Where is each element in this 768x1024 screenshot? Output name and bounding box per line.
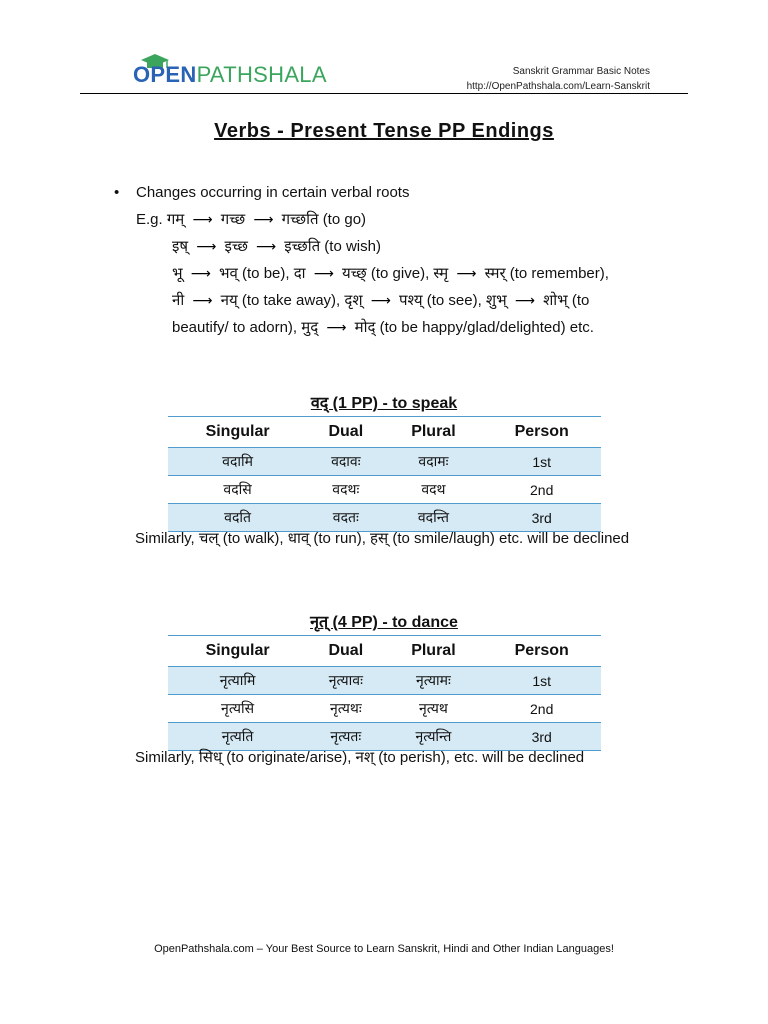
arrow-icon: ⟶ (253, 211, 274, 227)
col-header: Dual (307, 636, 384, 667)
similarly-note-2: Similarly, सिध् (to originate/arise), नश् (to perish), etc. will be declined (135, 749, 585, 766)
example-text: शोभ् (to (543, 292, 590, 309)
col-header: Person (482, 636, 601, 667)
example-text: यच्छ् (to give), स्मृ (341, 265, 449, 282)
doc-label: Sanskrit Grammar Basic Notes (512, 66, 650, 77)
conjugation-table-vad (168, 416, 601, 532)
eg-label: E.g. (136, 211, 163, 228)
similarly-note-1: Similarly, चल् (to walk), धाव् (to run), हस् (to smile/laugh) etc. will be declined (135, 530, 630, 547)
arrow-icon: ⟶ (192, 292, 213, 308)
root-text: नी (172, 292, 185, 309)
arrow-icon: ⟶ (192, 211, 213, 227)
cell: 3rd (482, 504, 601, 532)
cell: नृत्यथ (384, 695, 482, 723)
arrow-icon: ⟶ (514, 292, 535, 308)
bullet-icon: • (114, 184, 120, 201)
col-header: Person (482, 417, 601, 448)
cell: वदन्ति (384, 504, 482, 532)
example-text: मोद् (to be happy/glad/delighted) etc. (354, 319, 594, 336)
page-footer: OpenPathshala.com – Your Best Source to Learn Sanskrit, Hindi and Other Indian Languages! (154, 943, 614, 955)
example-line-3 (114, 260, 694, 287)
cell: 1st (482, 667, 601, 695)
cell: 2nd (482, 476, 601, 504)
bullet-intro (114, 180, 694, 206)
example-line-1 (114, 206, 694, 233)
cell: वदावः (307, 448, 384, 476)
example-text: पश्य् (to see), शुभ् (398, 292, 507, 309)
arrow-icon: ⟶ (256, 238, 277, 254)
root-text: इष् (172, 238, 189, 255)
example-text: स्मर् (to remember), (484, 265, 609, 282)
stem-text: इच्छ (224, 238, 248, 255)
cell: वदामि (168, 448, 307, 476)
arrow-icon: ⟶ (370, 292, 391, 308)
table-title-nrit: नृत् (4 PP) - to dance (310, 614, 458, 631)
header-url[interactable]: http://OpenPathshala.com/Learn-Sanskrit (466, 81, 650, 92)
table-row (168, 695, 601, 723)
example-text: नय् (to take away), दृश् (220, 292, 363, 309)
table-row (168, 476, 601, 504)
col-header: Plural (384, 417, 482, 448)
table-row (168, 667, 601, 695)
open-pathshala-logo (133, 52, 343, 90)
cell: नृत्यावः (307, 667, 384, 695)
cell: 3rd (482, 723, 601, 751)
form-text: गच्छति (to go) (281, 211, 367, 228)
root-text: भू (172, 265, 183, 282)
cell: नृत्यति (168, 723, 307, 751)
table-row (168, 448, 601, 476)
cell: नृत्यथः (307, 695, 384, 723)
cell: नृत्यतः (307, 723, 384, 751)
form-text: इच्छति (to wish) (284, 238, 381, 255)
col-header: Plural (384, 636, 482, 667)
example-line-5 (114, 314, 694, 341)
example-line-4 (114, 287, 694, 314)
bullet-intro-text: Changes occurring in certain verbal roots (136, 184, 410, 201)
cell: वदति (168, 504, 307, 532)
cell: नृत्यामि (168, 667, 307, 695)
page-title: Verbs - Present Tense PP Endings (214, 120, 554, 142)
col-header: Singular (168, 417, 307, 448)
logo-pathshala-text: PATHSHALA (196, 62, 327, 87)
conjugation-table-nrit (168, 635, 601, 751)
cell: वदथ (384, 476, 482, 504)
arrow-icon: ⟶ (196, 238, 217, 254)
cell: 1st (482, 448, 601, 476)
header-divider (80, 93, 688, 94)
cell: वदतः (307, 504, 384, 532)
example-text: भव् (to be), दा (218, 265, 306, 282)
stem-text: गच्छ (220, 211, 246, 228)
logo-open-text: OPEN (133, 62, 197, 87)
header-info (467, 64, 650, 94)
cell: नृत्यन्ति (384, 723, 482, 751)
cell: वदथः (307, 476, 384, 504)
col-header: Singular (168, 636, 307, 667)
arrow-icon: ⟶ (190, 265, 211, 281)
cell: नृत्यामः (384, 667, 482, 695)
arrow-icon: ⟶ (313, 265, 334, 281)
col-header: Dual (307, 417, 384, 448)
cell: वदसि (168, 476, 307, 504)
arrow-icon: ⟶ (456, 265, 477, 281)
example-text: beautify/ to adorn), मुद् (172, 319, 319, 336)
cell: नृत्यसि (168, 695, 307, 723)
table-title-vad: वद् (1 PP) - to speak (310, 395, 458, 412)
arrow-icon: ⟶ (326, 319, 347, 335)
verbal-root-changes (114, 180, 694, 341)
cell: वदामः (384, 448, 482, 476)
cell: 2nd (482, 695, 601, 723)
root-text: गम् (166, 211, 185, 228)
example-line-2 (114, 233, 694, 260)
